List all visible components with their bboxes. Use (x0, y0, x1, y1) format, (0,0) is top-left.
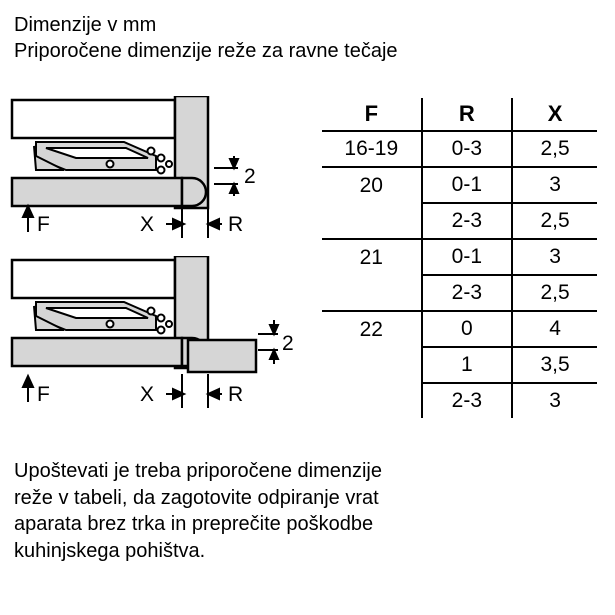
cell-f (322, 347, 422, 383)
label-x-top: X (140, 213, 155, 236)
cell-r: 0-1 (422, 167, 513, 203)
cell-x: 2,5 (512, 131, 597, 167)
cell-r: 0-1 (422, 239, 513, 275)
cell-r: 2-3 (422, 383, 513, 418)
table-row (322, 167, 597, 203)
table-row (322, 203, 597, 239)
column-header-x: X (512, 98, 597, 131)
table-header-row (322, 98, 597, 131)
column-header-f: F (322, 98, 422, 131)
footer-note (14, 458, 589, 564)
hinge-diagram-bottom (6, 256, 306, 416)
table-row (322, 239, 597, 275)
cell-r: 2-3 (422, 203, 513, 239)
cell-f: 21 (322, 239, 422, 275)
hinge-diagram-top (6, 96, 306, 246)
footer-line2: reže v tabeli, da zagotovite odpiranje vrat (14, 486, 379, 509)
label-r-top: R (228, 213, 244, 236)
label-gap-top: 2 (244, 165, 256, 188)
table-row (322, 347, 597, 383)
footer-line3: aparata brez trka in preprečite poškodbe (14, 513, 374, 535)
dimension-table (322, 98, 597, 418)
cell-f: 16-19 (322, 131, 422, 167)
cell-x: 2,5 (512, 275, 597, 311)
table-row (322, 275, 597, 311)
cell-x: 2,5 (512, 203, 597, 239)
cell-f (322, 383, 422, 418)
table-row (322, 311, 597, 347)
cell-x: 3 (512, 167, 597, 203)
cell-f (322, 275, 422, 311)
label-x-bottom: X (140, 383, 155, 406)
cell-f: 20 (322, 167, 422, 203)
column-header-r: R (422, 98, 513, 131)
cell-f: 22 (322, 311, 422, 347)
cell-r: 2-3 (422, 275, 513, 311)
cell-x: 3 (549, 389, 561, 412)
cell-r: 0 (422, 311, 513, 347)
label-f-top: F (37, 213, 50, 236)
footer-line1: Upoštevati je treba priporočene dimenzije (14, 460, 382, 482)
page-title-line2: Priporočene dimenzije reže za ravne tečaje (14, 40, 398, 62)
page-title (14, 12, 594, 64)
page-title-line1: Dimenzije v mm (14, 14, 157, 36)
cell-r: 0-3 (422, 131, 513, 167)
dimension-table-wrapper (322, 98, 597, 418)
cell-r: 1 (422, 347, 513, 383)
cell-x: 3,5 (512, 347, 597, 383)
label-r-bottom: R (228, 383, 244, 406)
footer-line4: kuhinjskega pohištva. (14, 539, 206, 562)
label-gap-bottom: 2 (282, 332, 294, 355)
table-row (322, 131, 597, 167)
cell-x: 3 (512, 239, 597, 275)
cell-f (322, 203, 422, 239)
table-row (322, 383, 597, 418)
label-f-bottom: F (37, 383, 50, 406)
cell-x: 4 (512, 311, 597, 347)
